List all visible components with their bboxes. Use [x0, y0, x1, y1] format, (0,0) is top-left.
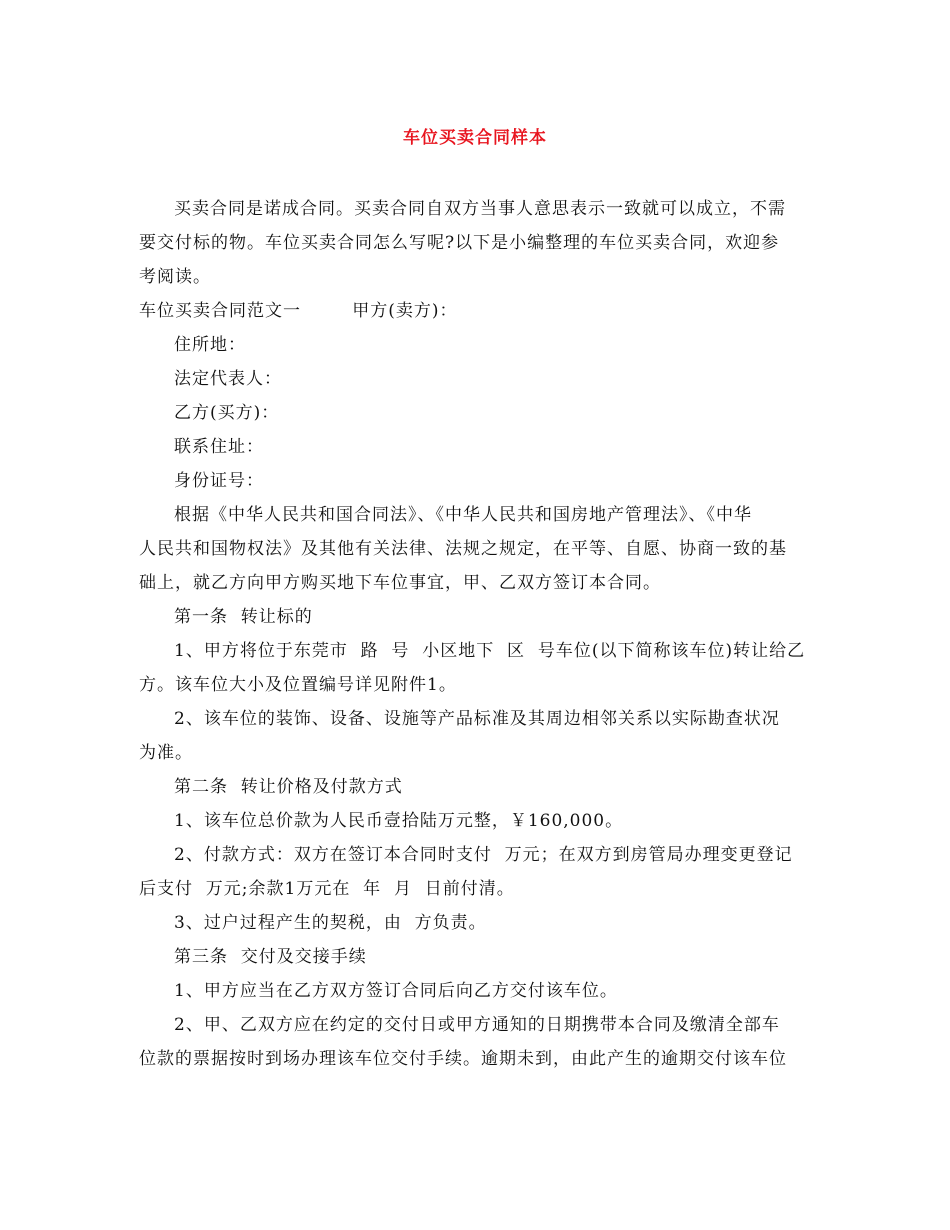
paragraph-line: 根据《中华人民共和国合同法》、《中华人民共和国房地产管理法》、《中华 — [174, 505, 752, 525]
paragraph-line: 1、甲方将位于东莞市 路 号 小区地下 区 号车位(以下简称该车位)转让给乙 — [174, 641, 806, 661]
paragraph-line: 1、甲方应当在乙方双方签订合同后向乙方交付该车位。 — [174, 981, 618, 1001]
paragraph-line: 考阅读。 — [139, 267, 211, 287]
paragraph-line: 人民共和国物权法》及其他有关法律、法规之规定，在平等、自愿、协商一致的基 — [139, 539, 787, 559]
field-label-contact-address: 联系住址： — [174, 437, 264, 457]
field-label-address: 住所地： — [174, 335, 246, 355]
paragraph-line: 础上，就乙方向甲方购买地下车位事宜，甲、乙双方签订本合同。 — [139, 573, 661, 593]
paragraph-line: 为准。 — [139, 743, 193, 763]
paragraph-line: 后支付 万元;余款1万元在 年 月 日前付清。 — [139, 879, 515, 899]
paragraph-line: 要交付标的物。车位买卖合同怎么写呢?以下是小编整理的车位买卖合同，欢迎参 — [139, 233, 780, 253]
paragraph-line: 方。该车位大小及位置编号详见附件1。 — [139, 675, 457, 695]
article-heading: 第三条 交付及交接手续 — [174, 947, 367, 967]
field-label-id-number: 身份证号： — [174, 471, 264, 491]
paragraph-line: 2、该车位的装饰、设备、设施等产品标准及其周边相邻关系以实际勘查状况 — [174, 709, 780, 729]
article-heading: 第二条 转让价格及付款方式 — [174, 777, 403, 797]
paragraph-line: 1、该车位总价款为人民币壹拾陆万元整，￥160,000。 — [174, 811, 624, 831]
paragraph-line: 2、甲、乙双方应在约定的交付日或甲方通知的日期携带本合同及缴清全部车 — [174, 1015, 780, 1035]
paragraph-line: 车位买卖合同范文一 甲方(卖方)： — [139, 301, 458, 321]
paragraph-line: 2、付款方式：双方在签订本合同时支付 万元；在双方到房管局办理变更登记 — [174, 845, 793, 865]
field-label-legal-rep: 法定代表人： — [174, 369, 282, 389]
paragraph-line: 买卖合同是诺成合同。买卖合同自双方当事人意思表示一致就可以成立，不需 — [174, 199, 786, 219]
field-label-party-b: 乙方(买方)： — [174, 403, 280, 423]
paragraph-line: 3、过户过程产生的契税，由 方负责。 — [174, 913, 487, 933]
document-title: 车位买卖合同样本 — [403, 128, 547, 148]
article-heading: 第一条 转让标的 — [174, 607, 313, 627]
paragraph-line: 位款的票据按时到场办理该车位交付手续。逾期未到，由此产生的逾期交付该车位 — [139, 1049, 787, 1069]
